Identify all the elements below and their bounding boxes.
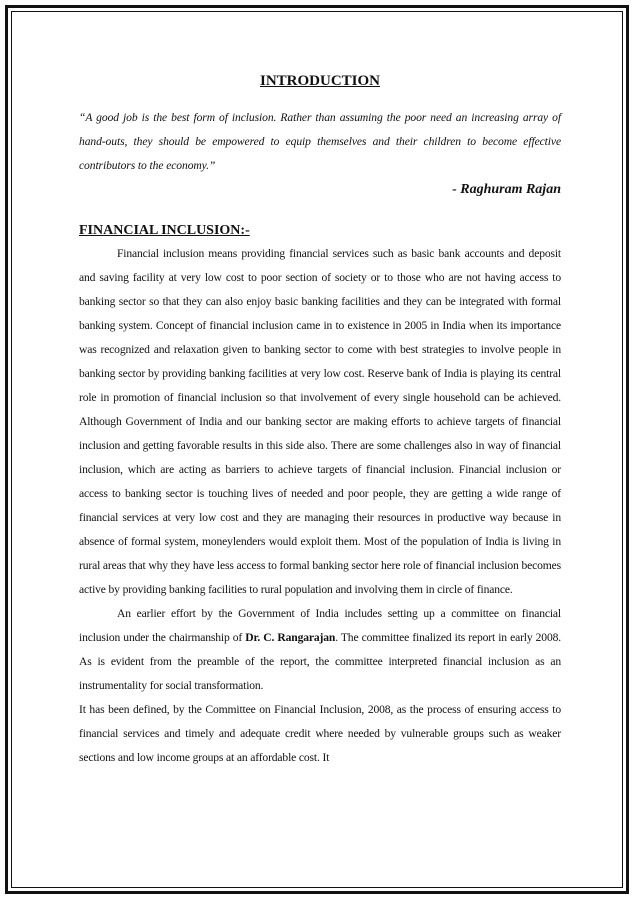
section-heading: FINANCIAL INCLUSION:- <box>79 223 250 238</box>
quote-attribution: - Raghuram Rajan <box>452 182 561 197</box>
page-title: INTRODUCTION <box>259 73 380 89</box>
paragraph-earlier-effort <box>79 602 561 698</box>
paragraph-definition: It has been defined, by the Committee on Financial Inclusion, 2008, as the process of ensuring access to financial services and timely and adequate credit where needed by vulnerable groups such as weaker sections and low income groups at an affordable cost. It <box>79 703 561 764</box>
paragraph-financial-inclusion: Financial inclusion means providing financial services such as basic bank accounts and deposit and saving facility at very low cost to poor section of society or to those who are not having access to banking sector so that they can also enjoy basic banking facilities and they can be integrated with formal banking system. Concept of financial inclusion came in to existence in 2005 in India when its importance was recognized and relaxation given to banking sector to come with best strategies to involve people in banking sector by providing banking facilities at very low cost. Reserve bank of India is playing its central role in promotion of financial inclusion so that involvement of every single household can be achieved. Although Government of India and our banking sector are making efforts to achieve targets of financial inclusion and getting favorable results in this side also. There are some challenges also in way of financial inclusion, which are acting as barriers to achieve targets of financial inclusion. Financial inclusion or access to banking sector is touching lives of needed and poor people, they are getting a wide range of financial services at very low cost and they are managing their resources in productive way because in absence of formal system, moneylenders would exploit them. Most of the population of India is living in rural areas that why they have less access to formal banking sector here role of financial inclusion becomes active by providing banking facilities to rural population and involving them in circle of finance. <box>79 247 561 596</box>
epigraph-quote: “A good job is the best form of inclusion. Rather than assuming the poor need an increasing array of hand-outs, they should be empowered to equip themselves and their children to become effective contributors to the economy.” <box>79 111 561 172</box>
document-body <box>79 70 561 770</box>
paragraph-text: . The committee finalized its report in early 2008. As is evident from the preamble of the report, the committee interpreted financial inclusion as an instrumentality for social transformation. <box>79 631 561 692</box>
chairman-name: Dr. C. Rangarajan <box>245 631 336 644</box>
paragraph-text: An earlier effort by the Government of India includes setting up a committee on financial inclusion under the chairmanship of <box>79 607 561 644</box>
